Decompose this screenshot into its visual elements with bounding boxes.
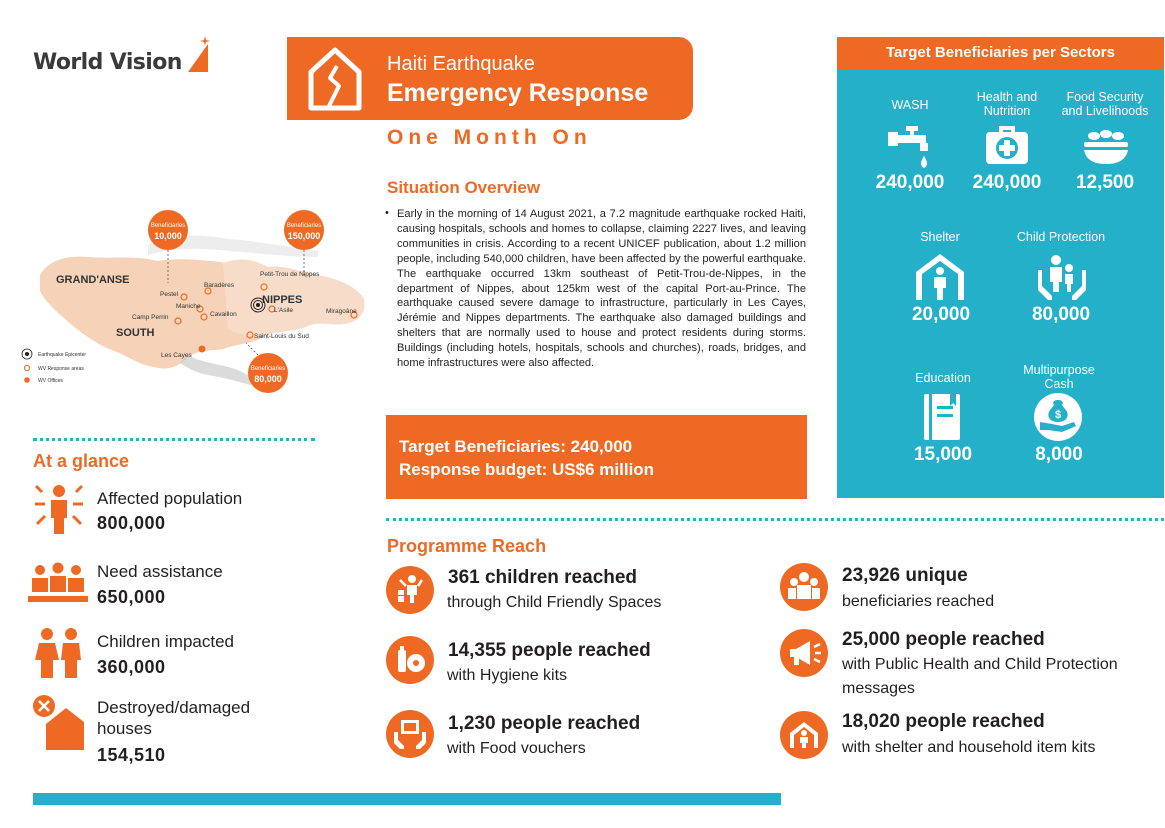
megaphone-icon: [780, 629, 828, 677]
legend-offices: WV Offices: [38, 378, 63, 384]
place-saint-louis: Saint-Louis du Sud: [254, 333, 309, 340]
reach-title: Programme Reach: [387, 536, 547, 556]
earthquake-house-icon: [297, 44, 373, 114]
child-protection-icon: [1036, 252, 1088, 302]
callout-2-label: Beneficiaries: [286, 223, 322, 229]
sector-value-cash: 8,000: [1035, 444, 1083, 465]
response-budget: [399, 460, 654, 480]
place-camp-perrin: Camp Perrin: [132, 314, 169, 321]
glance-title: At a glance: [33, 451, 130, 471]
sector-value-food: 12,500: [1075, 172, 1135, 193]
book-icon: [920, 392, 964, 442]
reach-icon-4: [780, 629, 828, 677]
food-bowl-icon: [1080, 126, 1132, 166]
affected-person-icon: [33, 482, 85, 536]
callout-1-value: 10,000: [154, 231, 182, 241]
glance-assistance-label: Need assistance: [97, 562, 223, 581]
legend-response-areas: WV Response areas: [38, 366, 84, 372]
header-title-line2: Emergency Response: [387, 79, 649, 107]
sector-value-shelter: 20,000: [911, 304, 971, 325]
response-budget-label: Response budget:: [399, 460, 548, 479]
callout-3-value: 80,000: [254, 374, 282, 384]
reach-sub-3: beneficiaries reached: [842, 593, 995, 610]
reach-bold-0: 361 children reached: [448, 567, 638, 588]
shelter-kit-icon: [780, 711, 828, 759]
reach-icon-1: [386, 636, 434, 684]
sector-label-cash: Multipurpose Cash: [1023, 363, 1095, 391]
first-aid-kit-icon: [984, 120, 1030, 168]
header-subtitle: One Month On: [387, 126, 592, 149]
reach-sub-2: with Food vouchers: [447, 740, 586, 757]
region-grandanse: GRAND'ANSE: [56, 274, 130, 286]
divider: [386, 518, 1164, 521]
child-friendly-space-icon: [386, 566, 434, 614]
place-baraderes: Baradères: [204, 282, 234, 289]
reach-bold-2: 1,230 people reached: [448, 713, 641, 734]
reach-sub-4: with Public Health and Child Protection messages: [842, 656, 1118, 697]
place-cavaillon: Cavaillon: [210, 311, 237, 318]
target-box: [386, 415, 807, 499]
callout-2-value: 150,000: [287, 231, 321, 241]
sector-label-health: Health and Nutrition: [976, 90, 1038, 118]
shelter-icon: [914, 252, 966, 302]
region-nippes: NIPPES: [262, 294, 303, 306]
response-budget-value: US$6 million: [552, 460, 655, 479]
reach-bold-3: 23,926 unique: [842, 565, 968, 586]
reach-bold-5: 18,020 people reached: [842, 711, 1045, 732]
target-beneficiaries-label: Target Beneficiaries:: [399, 437, 566, 456]
place-les-cayes: Les Cayes: [161, 352, 192, 359]
sector-value-wash: 240,000: [875, 172, 945, 193]
reach-icon-0: [386, 566, 434, 614]
sector-label-education: Education: [915, 371, 971, 385]
place-petit-trou: Petit-Trou de Nippes: [260, 271, 320, 278]
legend-epicenter: Earthquake Epicenter: [38, 352, 87, 358]
haiti-map: [18, 205, 380, 420]
situation-text: Early in the morning of 14 August 2021, a 7.2 magnitude earthquake rocked Haiti, causing hospitals, schools and homes to collapse, claiming 2227 lives, and leaving communities in crisis. According to a recent UNICEF publication, about 1.2 million people, including 540,000 children, have been affected by the powerful earthquake. The earthquake occurred 13km southeast of Petit-Trou-de-Nippes, in the department of Nippes, about 125km west of the capital Port-au-Prince. The earthquake caused severe damage to infrastructure, particularly in Les Cayes, Jérémie and Nippes departments. The earthquake also damaged buildings and shelters that are normally used to house and protect residents during storms. Buildings (including hotels, hospitals, schools and churches), roads, bridges, and home infrastructures were also affected.: [397, 208, 806, 370]
reach-sub-0: through Child Friendly Spaces: [447, 594, 662, 611]
reach-sub-5: with shelter and household item kits: [842, 739, 1096, 756]
situation-title: Situation Overview: [387, 178, 541, 197]
reach-bold-4: 25,000 people reached: [842, 629, 1045, 650]
logo-star-icon: [186, 34, 210, 74]
cash-hand-icon: [1032, 392, 1084, 442]
sector-label-child-protection: Child Protection: [1016, 230, 1106, 244]
reach-sub-1: with Hygiene kits: [447, 667, 568, 684]
place-maniche: Maniche: [176, 303, 201, 310]
place-miragoane: Miragoâne: [326, 308, 357, 315]
place-lasile: L'Asile: [274, 307, 293, 314]
callout-3-label: Beneficiaries: [250, 366, 286, 372]
food-voucher-icon: [386, 710, 434, 758]
children-icon: [33, 626, 85, 680]
water-tap-icon: [886, 120, 938, 172]
glance-children-label: Children impacted: [97, 632, 235, 651]
sector-label-food: Food Security and Livelihoods: [1061, 90, 1149, 118]
place-pestel: Pestel: [160, 291, 179, 298]
sector-value-health: 240,000: [972, 172, 1042, 193]
reach-icon-3: [780, 563, 828, 611]
glance-affected-label: Affected population: [97, 489, 243, 508]
callout-1-label: Beneficiaries: [150, 223, 186, 229]
damaged-house-icon: [30, 694, 86, 752]
sector-value-education: 15,000: [913, 444, 973, 465]
people-group-icon: [28, 562, 88, 604]
glance-houses-label: Destroyed/damaged houses: [97, 698, 251, 738]
target-beneficiaries: [399, 437, 632, 457]
beneficiaries-group-icon: [780, 563, 828, 611]
sector-label-shelter: Shelter: [920, 230, 960, 244]
sector-value-child-protection: 80,000: [1031, 304, 1091, 325]
region-south: SOUTH: [116, 327, 155, 339]
divider: [33, 438, 315, 441]
svg-text:$: $: [1054, 409, 1062, 421]
glance-affected-value: 800,000: [97, 513, 166, 533]
epicenter-icon: [251, 298, 265, 312]
header-title-line1: Haiti Earthquake: [387, 53, 535, 75]
world-vision-logo: World Vision: [33, 50, 182, 75]
reach-bold-1: 14,355 people reached: [448, 640, 651, 661]
reach-icon-2: [386, 710, 434, 758]
hygiene-kit-icon: [386, 636, 434, 684]
target-beneficiaries-value: 240,000: [570, 437, 633, 456]
sector-label-wash: WASH: [891, 98, 929, 112]
footer-bar: [33, 793, 781, 805]
bullet: •: [385, 207, 389, 219]
reach-icon-5: [780, 711, 828, 759]
sectors-title: Target Beneficiaries per Sectors: [837, 37, 1164, 69]
glance-assistance-value: 650,000: [97, 587, 166, 607]
glance-children-value: 360,000: [97, 657, 166, 677]
glance-houses-value: 154,510: [97, 745, 166, 765]
